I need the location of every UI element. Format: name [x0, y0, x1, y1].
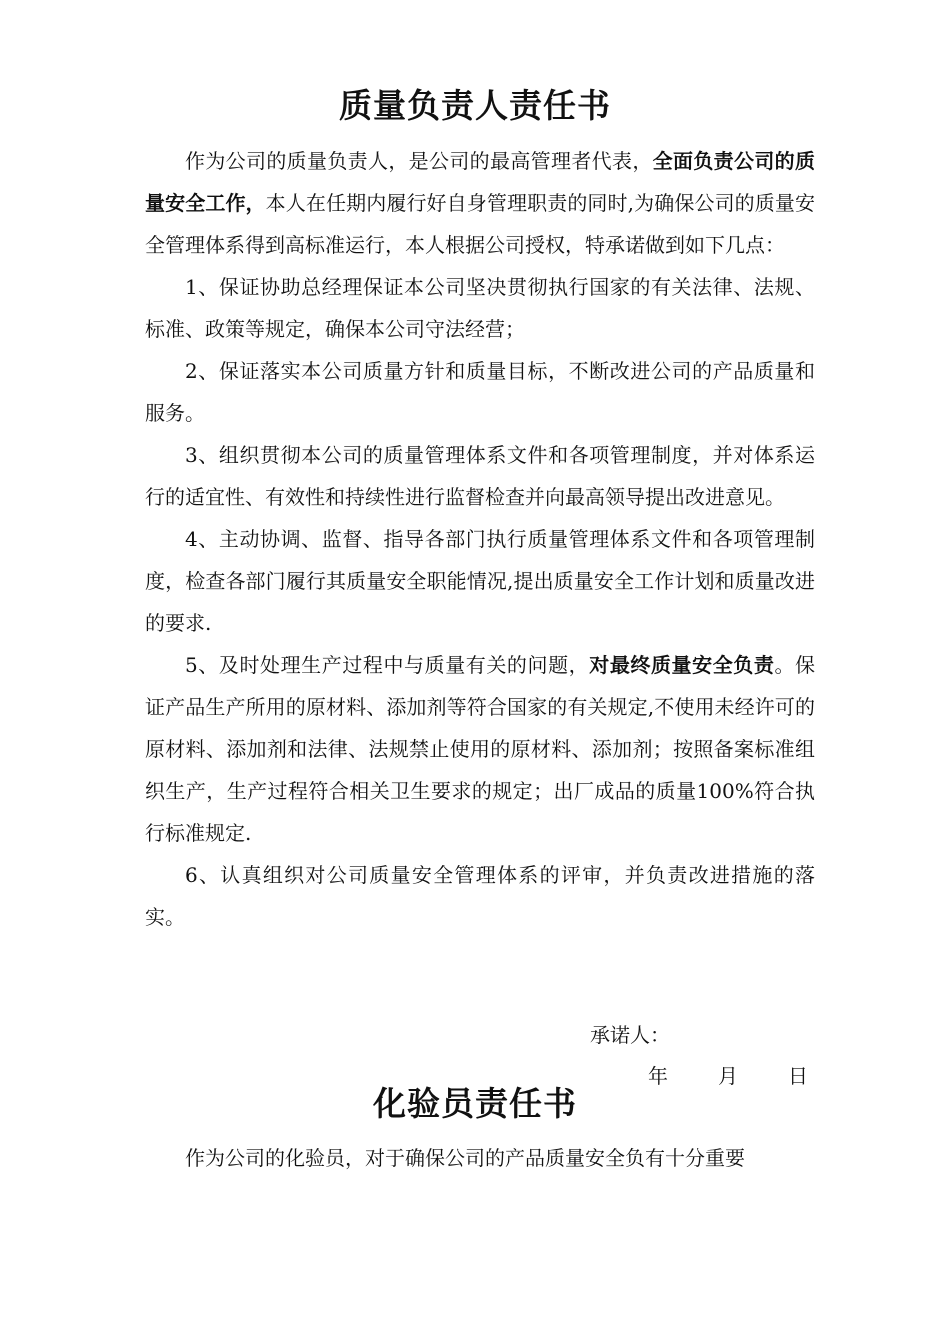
intro-paragraph: [145, 140, 815, 266]
second-document-body: [145, 1137, 815, 1179]
item-4: 4、主动协调、监督、指导各部门执行质量管理体系文件和各项管理制度，检查各部门履行其质量安全职能情况,提出质量安全工作计划和质量改进的要求.: [145, 527, 815, 635]
item-6: 6、认真组织对公司质量安全管理体系的评审，并负责改进措施的落实。: [145, 863, 815, 929]
date-day: 日: [788, 1064, 808, 1088]
item-5-bold-text: 对最终质量安全负责: [589, 653, 775, 677]
date-year: 年: [648, 1064, 668, 1088]
signer-label: 承诺人：: [590, 1023, 670, 1047]
item-5-text-2: 。保证产品生产所用的原材料、添加剂等符合国家的有关规定,不使用未经许可的原材料、添加剂和法律、法规禁止使用的原材料、添加剂；按照备案标准组织生产，生产过程符合相关卫生要求的规定；出厂成品的质量100%符合执行标准规定.: [145, 653, 816, 845]
item-2: 2、保证落实本公司质量方针和质量目标，不断改进公司的产品质量和服务。: [145, 359, 815, 425]
item-5: [145, 644, 815, 854]
second-intro-paragraph: 作为公司的化验员，对于确保公司的产品质量安全负有十分重要: [185, 1146, 745, 1170]
date-month: 月: [718, 1064, 738, 1088]
intro-text-1: 作为公司的质量负责人，是公司的最高管理者代表，: [185, 149, 653, 173]
document-body: [145, 140, 815, 938]
item-3: 3、组织贯彻本公司的质量管理体系文件和各项管理制度，并对体系运行的适宜性、有效性和持续性进行监督检查并向最高领导提出改进意见。: [145, 443, 815, 509]
document-title: 质量负责人责任书: [339, 86, 611, 125]
item-5-text-1: 5、及时处理生产过程中与质量有关的问题，: [185, 653, 590, 677]
intro-bold-text: 全面负责公司的质量安全工作，: [145, 149, 816, 215]
item-1: 1、保证协助总经理保证本公司坚决贯彻执行国家的有关法律、法规、标准、政策等规定，确保本公司守法经营；: [145, 275, 815, 341]
intro-text-2: 本人在任期内履行好自身管理职责的同时,为确保公司的质量安全管理体系得到高标准运行，本人根据公司授权，特承诺做到如下几点：: [145, 191, 816, 257]
second-document-title: 化验员责任书: [373, 1084, 577, 1123]
